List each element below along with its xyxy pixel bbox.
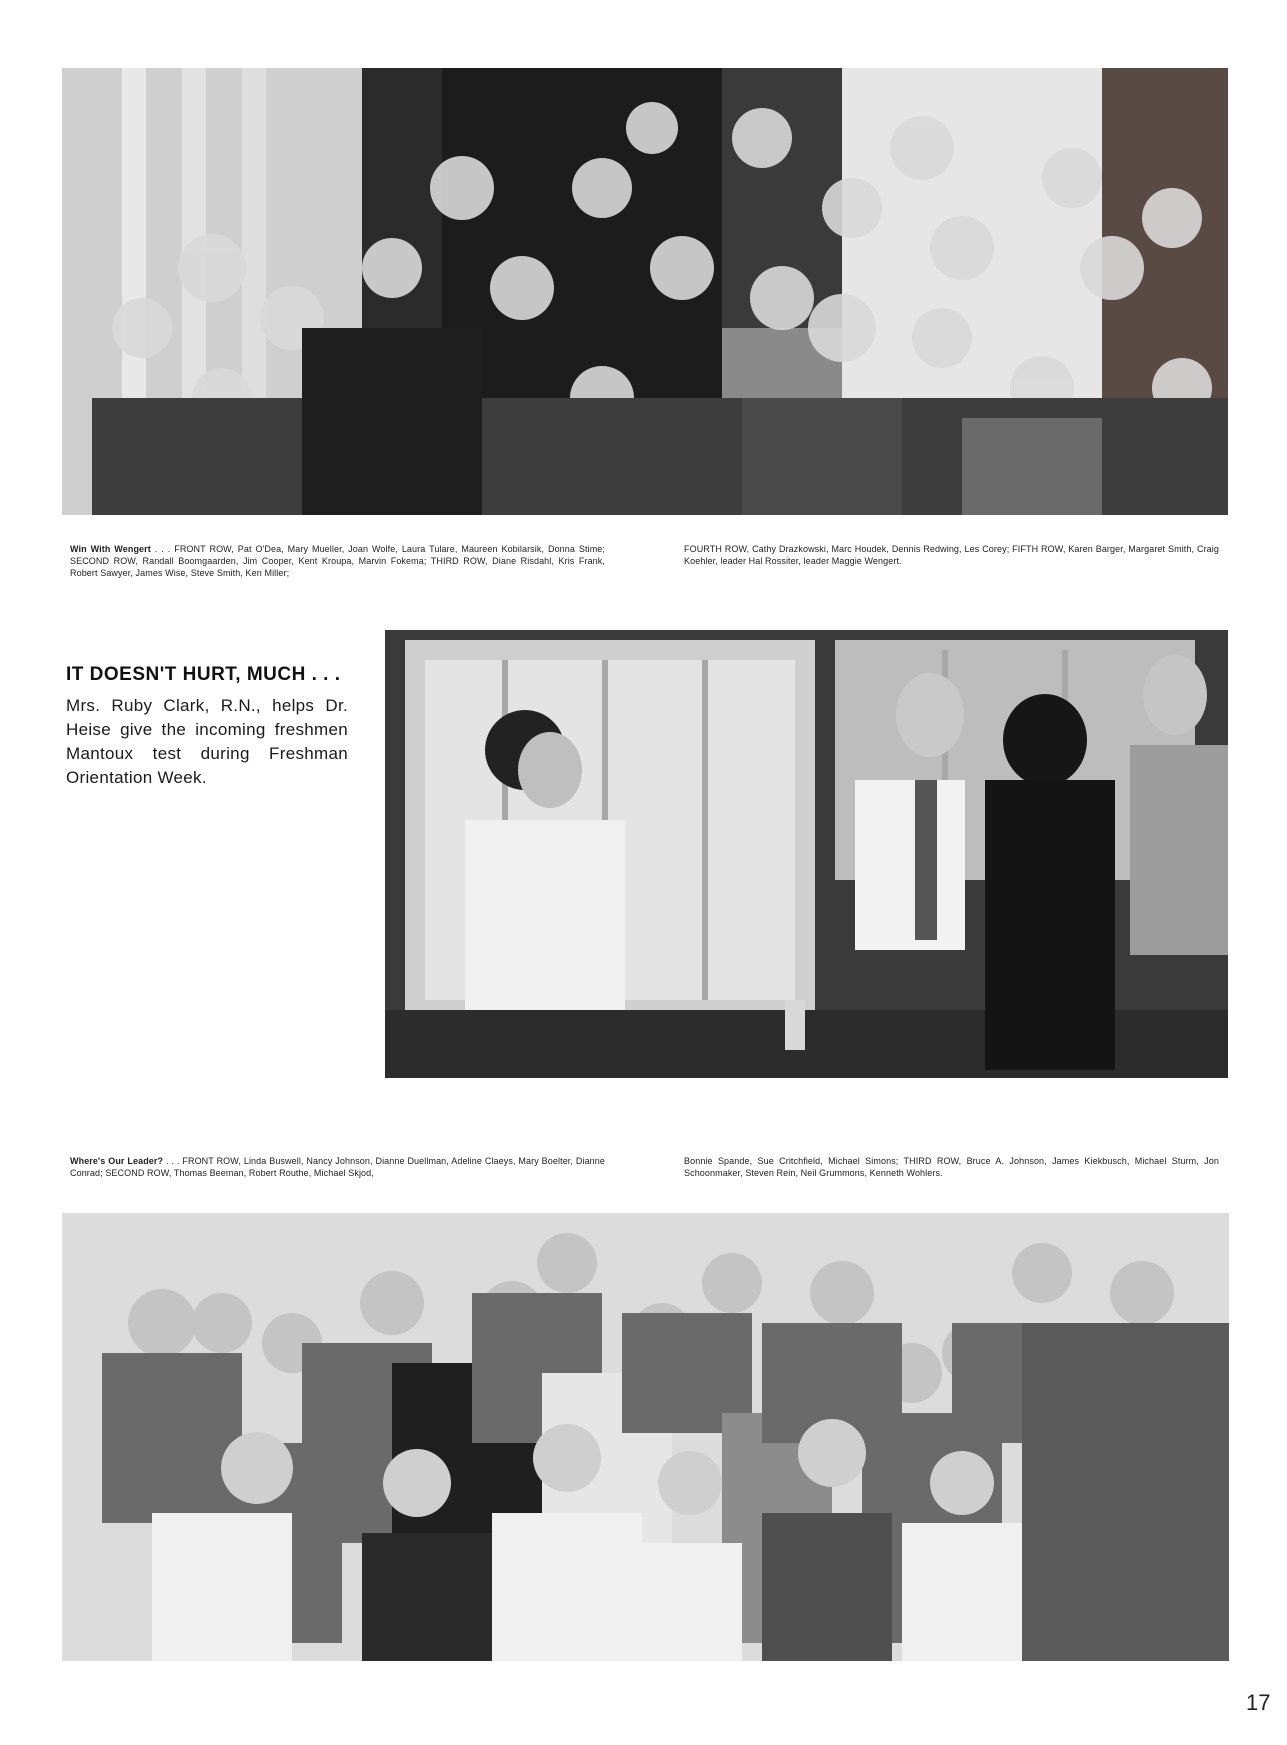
leader-caption-left bbox=[70, 1155, 605, 1179]
page-number: 17 bbox=[1246, 1690, 1271, 1715]
top-group-photo bbox=[62, 68, 1228, 515]
bottom-photo-art bbox=[62, 1213, 1229, 1661]
wengert-caption-title: Win With Wengert bbox=[70, 544, 151, 554]
bottom-group-photo bbox=[62, 1213, 1229, 1661]
feature-caption: Mrs. Ruby Clark, R.N., helps Dr. Heise give the incoming freshmen Mantoux test during Freshman Orientation Week. bbox=[66, 696, 348, 787]
leader-caption-right bbox=[684, 1155, 1219, 1179]
leader-caption-names-continued: Bonnie Spande, Sue Critchfield, Michael Simons; THIRD ROW, Bruce A. Johnson, James Kiekbusch, Michael Sturm, Jon Schoonmaker, Steven Rein, Neil Grummons, Kenneth Wohlers. bbox=[684, 1156, 1219, 1178]
middle-photo-art bbox=[385, 630, 1228, 1078]
wengert-caption-names: . . . FRONT ROW, Pat O'Dea, Mary Mueller, Joan Wolfe, Laura Tulare, Maureen Kobilarsik, Donna Stime; SECOND ROW, Randall Boomgaarden, Jim Cooper, Kent Kroupa, Marvin Fokema; THIRD ROW, Diane Risdahl, Kris Frank, Robert Sawyer, James Wise, Steve Smith, Ken Miller; bbox=[70, 544, 605, 578]
wengert-caption-right bbox=[684, 543, 1219, 567]
wengert-caption-names-continued: FOURTH ROW, Cathy Drazkowski, Marc Houdek, Dennis Redwing, Les Corey; FIFTH ROW, Karen Barger, Margaret Smith, Craig Koehler, leader Hal Rossiter, leader Maggie Wengert. bbox=[684, 544, 1219, 566]
wengert-caption-left bbox=[70, 543, 605, 579]
feature-headline: IT DOESN'T HURT, MUCH . . . bbox=[66, 664, 341, 685]
mantoux-test-photo bbox=[385, 630, 1228, 1078]
leader-caption-title: Where's Our Leader? bbox=[70, 1156, 164, 1166]
leader-caption-names: . . . FRONT ROW, Linda Buswell, Nancy Johnson, Dianne Duellman, Adeline Claeys, Mary Boelter, Dianne Conrad; SECOND ROW, Thomas Beeman, Robert Routhe, Michael Skjod, bbox=[70, 1156, 605, 1178]
top-photo-art bbox=[62, 68, 1228, 515]
